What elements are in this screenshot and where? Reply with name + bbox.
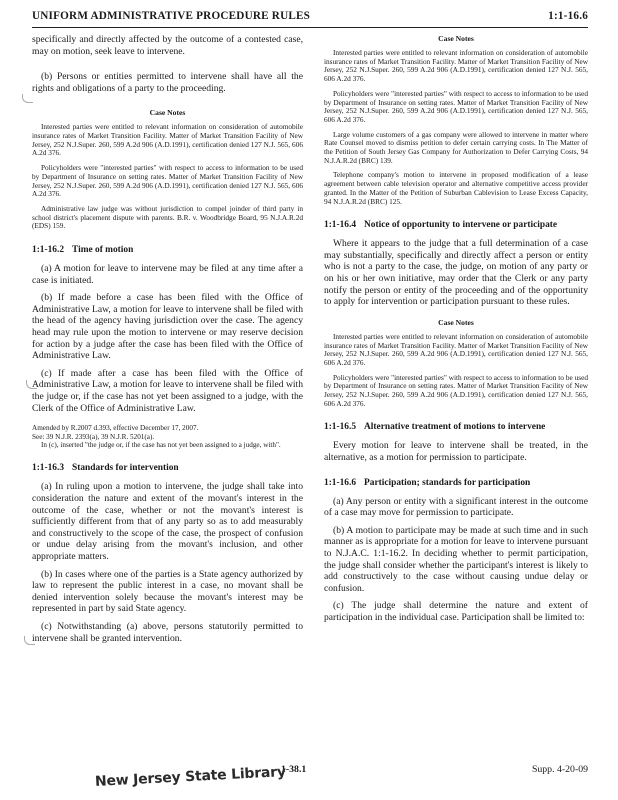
amendment-line: In (c), inserted "the judge or, if the case has not yet been assigned to a judge, with". [41, 441, 281, 450]
right-column [324, 34, 588, 624]
header-title: UNIFORM ADMINISTRATIVE PROCEDURE RULES [32, 10, 311, 22]
section-number: 1:1-16.3 [32, 463, 65, 474]
case-notes-heading: Case Notes [149, 108, 186, 118]
case-note: Policyholders were "interested parties" with respect to access to information to be used by Department of Insurance on setting rates. Matter of Market Transition Facility of New Jersey, 252 N.J.Super. 260, 599 A.2d 906 (A.D.1991), certification denied 127 N.J. 565, 606 A.2d 376. [32, 163, 303, 199]
paragraph-b: (b) In cases where one of the parties is a State agency authorized by law to represent the public interest in a case, no movant shall be denied intervention solely because the movant's interest may be represented in part by said State agency. [32, 568, 303, 615]
library-stamp: New Jersey State Library [94, 764, 287, 790]
paragraph-continued: specifically and directly affected by the outcome of a contested case, may on motion, seek leave to intervene. [32, 34, 303, 57]
paragraph-b: (b) A motion to participate may be made at such time and in such manner as is appropriate for a motion for leave to intervene pursuant to N.J.A.C. 1:1-16.2. In deciding whether to permit participation, the judge shall consider whether the participant's interest is likely to add constructively to the case without causing undue delay or confusion. [324, 524, 588, 594]
case-note: Interested parties were entitled to relevant information on consideration of automobile insurance rates of Market Transition Facility. Matter of Market Transition Facility of New Jersey, 252 N.J.Super. 260, 599 A.2d 906 (A.D.1991), certification denied 127 N.J. 565, 606 A.2d 376. [32, 122, 303, 158]
amendment-line: See: 39 N.J.R. 2393(a), 39 N.J.R. 5201(a). [32, 432, 155, 441]
section-number: 1:1-16.5 [324, 422, 357, 433]
section-title: Time of motion [72, 245, 134, 256]
case-note: Policyholders were "interested parties" with respect to access to information to be used by Department of Insurance on setting rates. Matter of Market Transition Facility of New Jersey, 252 N.J.Super. 260, 599 A.2d 906 (A.D.1991), certification denied 127 N.J. 565, 606 A.2d 376. [324, 372, 588, 408]
section-number: 1:1-16.6 [324, 477, 357, 488]
running-header [32, 8, 588, 26]
section-number: 1:1-16.2 [32, 245, 65, 256]
case-note: Administrative law judge was without jurisdiction to compel joinder of third party in school district's placement dispute with parents. B.R. v. Woodbridge Board, 95 N.J.A.R.2d (EDS) 159. [32, 204, 303, 231]
paragraph-c: (c) Notwithstanding (a) above, persons statutorily permitted to intervene shall be granted intervention. [32, 620, 303, 644]
case-note: Telephone company's motion to intervene in proposed modification of a lease agreement between cable television operator and alternative competitive access provider granted. In the Matter of the Petition of Suburban Cablevision to Lease Excess Capacity, 94 N.J.A.R.2d (BRC) 125. [324, 170, 588, 206]
section-title: Notice of opportunity to intervene or participate [364, 220, 558, 231]
section-heading-16-3 [32, 463, 303, 474]
section-title: Alternative treatment of motions to intervene [364, 422, 546, 433]
section-number: 1:1-16.4 [324, 220, 357, 231]
section-heading-16-5 [324, 422, 588, 433]
case-notes-heading: Case Notes [438, 317, 474, 327]
case-note: Large volume customers of a gas company were allowed to intervene in matter where Rate Counsel moved to dismiss petition to defer certain carrying costs. In The Matter of the Petition of South Jersey Gas Company for Authorization to Defer Carrying Costs, 94 N.J.A.R.2d (BRC) 139. [324, 129, 588, 165]
case-note: Policyholders were "interested parties" with respect to access to information to be used by Department of Insurance on setting rates. Matter of Market Transition Facility of New Jersey, 252 N.J.Super. 260, 599 A.2d 906 (A.D.1991), certification denied 127 N.J. 565, 606 A.2d 376. [324, 88, 588, 124]
section-heading-16-4 [324, 220, 588, 231]
page-number: 1-38.1 [281, 764, 307, 775]
section-title: Standards for intervention [72, 463, 179, 474]
section-heading-16-6 [324, 478, 588, 489]
amendment-line: Amended by R.2007 d.393, effective December 17, 2007. [32, 424, 199, 433]
paragraph-b: (b) Persons or entities permitted to intervene shall have all the rights and obligations of a party to the proceeding. [32, 71, 303, 94]
paragraph-c: (c) If made after a case has been filed with the Office of Administrative Law, a motion for leave to intervene shall be filed with the judge or, if the case has not yet been assigned to a judge, with the Clerk of the Office of Administrative Law. [32, 367, 303, 414]
amendment-note [32, 424, 303, 449]
paragraph-a: (a) A motion for leave to intervene may be filed at any time after a case is initiated. [32, 263, 303, 286]
paragraph-c: (c) The judge shall determine the nature and extent of participation in the individual case. Participation shall be limited to: [324, 600, 588, 623]
supplement-date: Supp. 4-20-09 [531, 764, 588, 775]
case-note: Interested parties were entitled to relevant information on consideration of automobile insurance rates of Market Transition Facility. Matter of Market Transition Facility of New Jersey, 252 N.J.Super. 260, 599 A.2d 906 (A.D.1991), certification denied 127 N.J. 565, 606 A.2d 376. [324, 48, 588, 84]
case-notes-heading: Case Notes [438, 34, 474, 43]
paragraph-b: (b) If made before a case has been filed with the Office of Administrative Law, a motion for leave to intervene shall be filed with the head of the agency having jurisdiction over the case. The agency head may rule upon the motion to intervene or may reserve decision for action by a judge after the case has been filed with the Office of Administrative Law. [32, 292, 303, 362]
section-title: Participation; standards for participation [364, 477, 531, 488]
paragraph: Where it appears to the judge that a full determination of a case may substantially, specifically and directly affect a person or entity who is not a party to the case, the judge, on motion of any party or on his or her own initiative, may order that the Clerk or any party notify the person or entity of the proceeding and of the opportunity to apply for intervention or participation pursuant to these rules. [324, 238, 588, 308]
header-rule [32, 27, 588, 28]
case-note: Interested parties were entitled to relevant information on consideration of automobile insurance rates of Market Transition Facility. Matter of Market Transition Facility of New Jersey, 252 N.J.Super. 260, 599 A.2d 906 (A.D.1991), certification denied 127 N.J. 565, 606 A.2d 376. [324, 331, 588, 367]
paragraph-a: (a) In ruling upon a motion to intervene, the judge shall take into consideration the nature and extent of the movant's interest in the outcome of the case, whether or not the movant's interest is sufficiently different from that of any party so as to add measurably and constructively to the scope of the case, the prospect of confusion or undue delay arising from the movant's inclusion, and other appropriate matters. [32, 481, 303, 563]
header-section: 1:1-16.6 [548, 10, 588, 22]
paragraph-a: (a) Any person or entity with a significant interest in the outcome of a case may move for permission to participate. [324, 495, 588, 519]
paragraph: Every motion for leave to intervene shall be treated, in the alternative, as a motion for permission to participate. [324, 440, 588, 464]
left-column [32, 34, 303, 644]
section-heading-16-2 [32, 245, 303, 256]
